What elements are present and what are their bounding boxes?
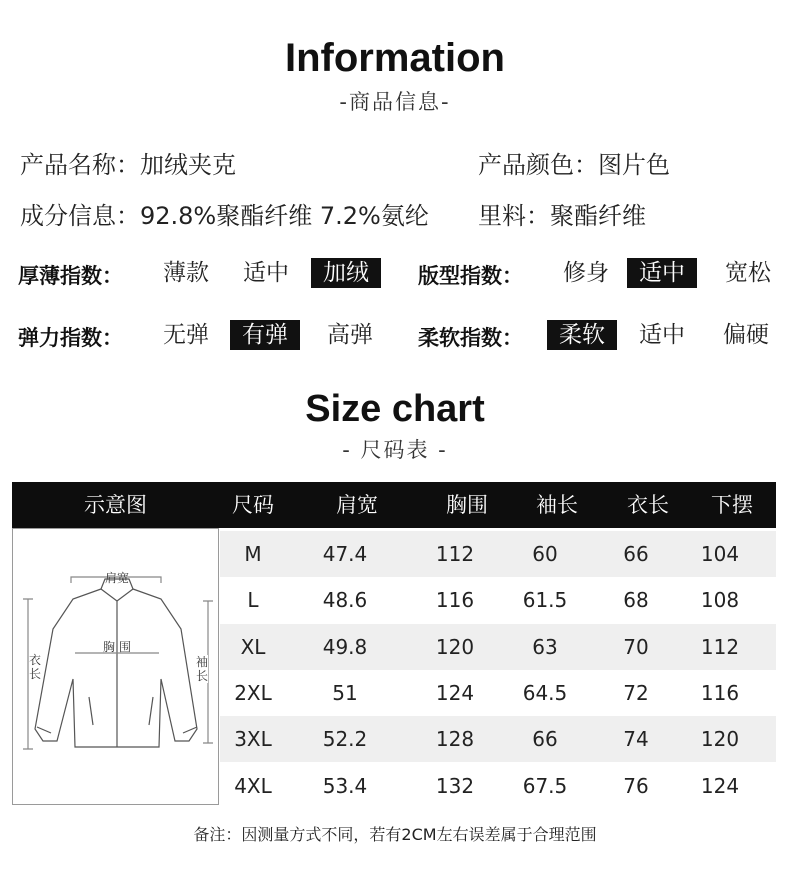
- table-cell: 67.5: [522, 773, 568, 798]
- size-table-header: [12, 482, 776, 528]
- softness-option-hard: 偏硬: [723, 322, 769, 348]
- table-row: [220, 624, 776, 670]
- table-cell: L: [247, 588, 259, 613]
- fit-option-regular: 适中: [627, 258, 697, 288]
- product-color: 产品颜色：图片色: [478, 151, 670, 179]
- table-cell: 70: [623, 634, 649, 659]
- table-cell: 108: [700, 588, 740, 613]
- table-row: [220, 670, 776, 716]
- softness-option-medium: 适中: [639, 322, 685, 348]
- thickness-label: 厚薄指数：: [18, 264, 123, 288]
- table-cell: 116: [700, 680, 740, 705]
- table-cell: 47.4: [322, 542, 368, 566]
- fit-option-slim: 修身: [563, 260, 609, 286]
- header-hem: 下摆: [711, 493, 753, 517]
- table-cell: 63: [532, 634, 558, 659]
- softness-option-soft: 柔软: [547, 320, 617, 350]
- table-row: [220, 577, 776, 623]
- table-cell: 51: [332, 680, 358, 705]
- table-cell: 132: [435, 773, 475, 798]
- info-title: Information: [285, 36, 505, 80]
- header-shoulder: 肩宽: [336, 493, 378, 517]
- table-cell: 66: [623, 542, 649, 566]
- fit-label: 版型指数：: [418, 264, 523, 288]
- table-cell: 2XL: [234, 680, 272, 705]
- table-cell: M: [244, 542, 262, 566]
- table-cell: 3XL: [234, 727, 272, 752]
- product-name: 产品名称：加绒夹克: [20, 151, 236, 179]
- table-cell: 60: [532, 542, 558, 566]
- table-cell: 61.5: [522, 588, 568, 613]
- diagram-label-chest: 胸围: [103, 640, 136, 654]
- elasticity-label: 弹力指数：: [18, 326, 123, 350]
- table-cell: 53.4: [322, 773, 368, 798]
- header-sleeve: 袖长: [536, 493, 578, 517]
- table-cell: 66: [532, 727, 558, 752]
- table-cell: 49.8: [322, 634, 368, 659]
- info-subtitle: -商品信息-: [339, 90, 451, 114]
- table-cell: 72: [623, 680, 649, 705]
- fit-option-loose: 宽松: [725, 260, 771, 286]
- header-chest: 胸围: [446, 493, 488, 517]
- header-length: 衣长: [627, 493, 669, 517]
- size-title: Size chart: [305, 388, 485, 430]
- softness-label: 柔软指数：: [418, 326, 523, 350]
- measurement-note: 备注：因测量方式不同，若有2CM左右误差属于合理范围: [193, 825, 597, 844]
- table-cell: 52.2: [322, 727, 368, 752]
- table-cell: 124: [435, 680, 475, 705]
- table-cell: 104: [700, 542, 740, 566]
- header-diagram: 示意图: [84, 493, 147, 517]
- elasticity-option-none: 无弹: [163, 322, 209, 348]
- table-cell: 4XL: [234, 773, 272, 798]
- table-cell: 116: [435, 588, 475, 613]
- table-cell: 120: [435, 634, 475, 659]
- table-cell: 120: [700, 727, 740, 752]
- table-cell: 112: [435, 542, 475, 566]
- table-row: [220, 763, 776, 809]
- table-cell: 124: [700, 773, 740, 798]
- thickness-option-fleece: 加绒: [311, 258, 381, 288]
- table-cell: 76: [623, 773, 649, 798]
- table-cell: XL: [240, 634, 266, 659]
- lining: 里料：聚酯纤维: [478, 202, 646, 230]
- diagram-label-shoulder: 肩宽: [105, 571, 130, 585]
- table-cell: 48.6: [322, 588, 368, 613]
- table-row: [220, 716, 776, 762]
- table-cell: 128: [435, 727, 475, 752]
- table-cell: 68: [623, 588, 649, 613]
- table-cell: 74: [623, 727, 649, 752]
- header-size: 尺码: [232, 493, 274, 517]
- table-cell: 64.5: [522, 680, 568, 705]
- elasticity-option-some: 有弹: [230, 320, 300, 350]
- thickness-option-thin: 薄款: [163, 260, 209, 286]
- table-row: [220, 531, 776, 577]
- thickness-option-medium: 适中: [243, 260, 289, 286]
- elasticity-option-high: 高弹: [327, 322, 373, 348]
- size-subtitle: - 尺码表 -: [342, 438, 448, 462]
- composition: 成分信息：92.8%聚酯纤维 7.2%氨纶: [20, 202, 429, 230]
- diagram-label-length: 衣长: [29, 653, 42, 681]
- table-cell: 112: [700, 634, 740, 659]
- jacket-diagram: [12, 528, 219, 805]
- diagram-label-sleeve: 袖长: [196, 655, 209, 683]
